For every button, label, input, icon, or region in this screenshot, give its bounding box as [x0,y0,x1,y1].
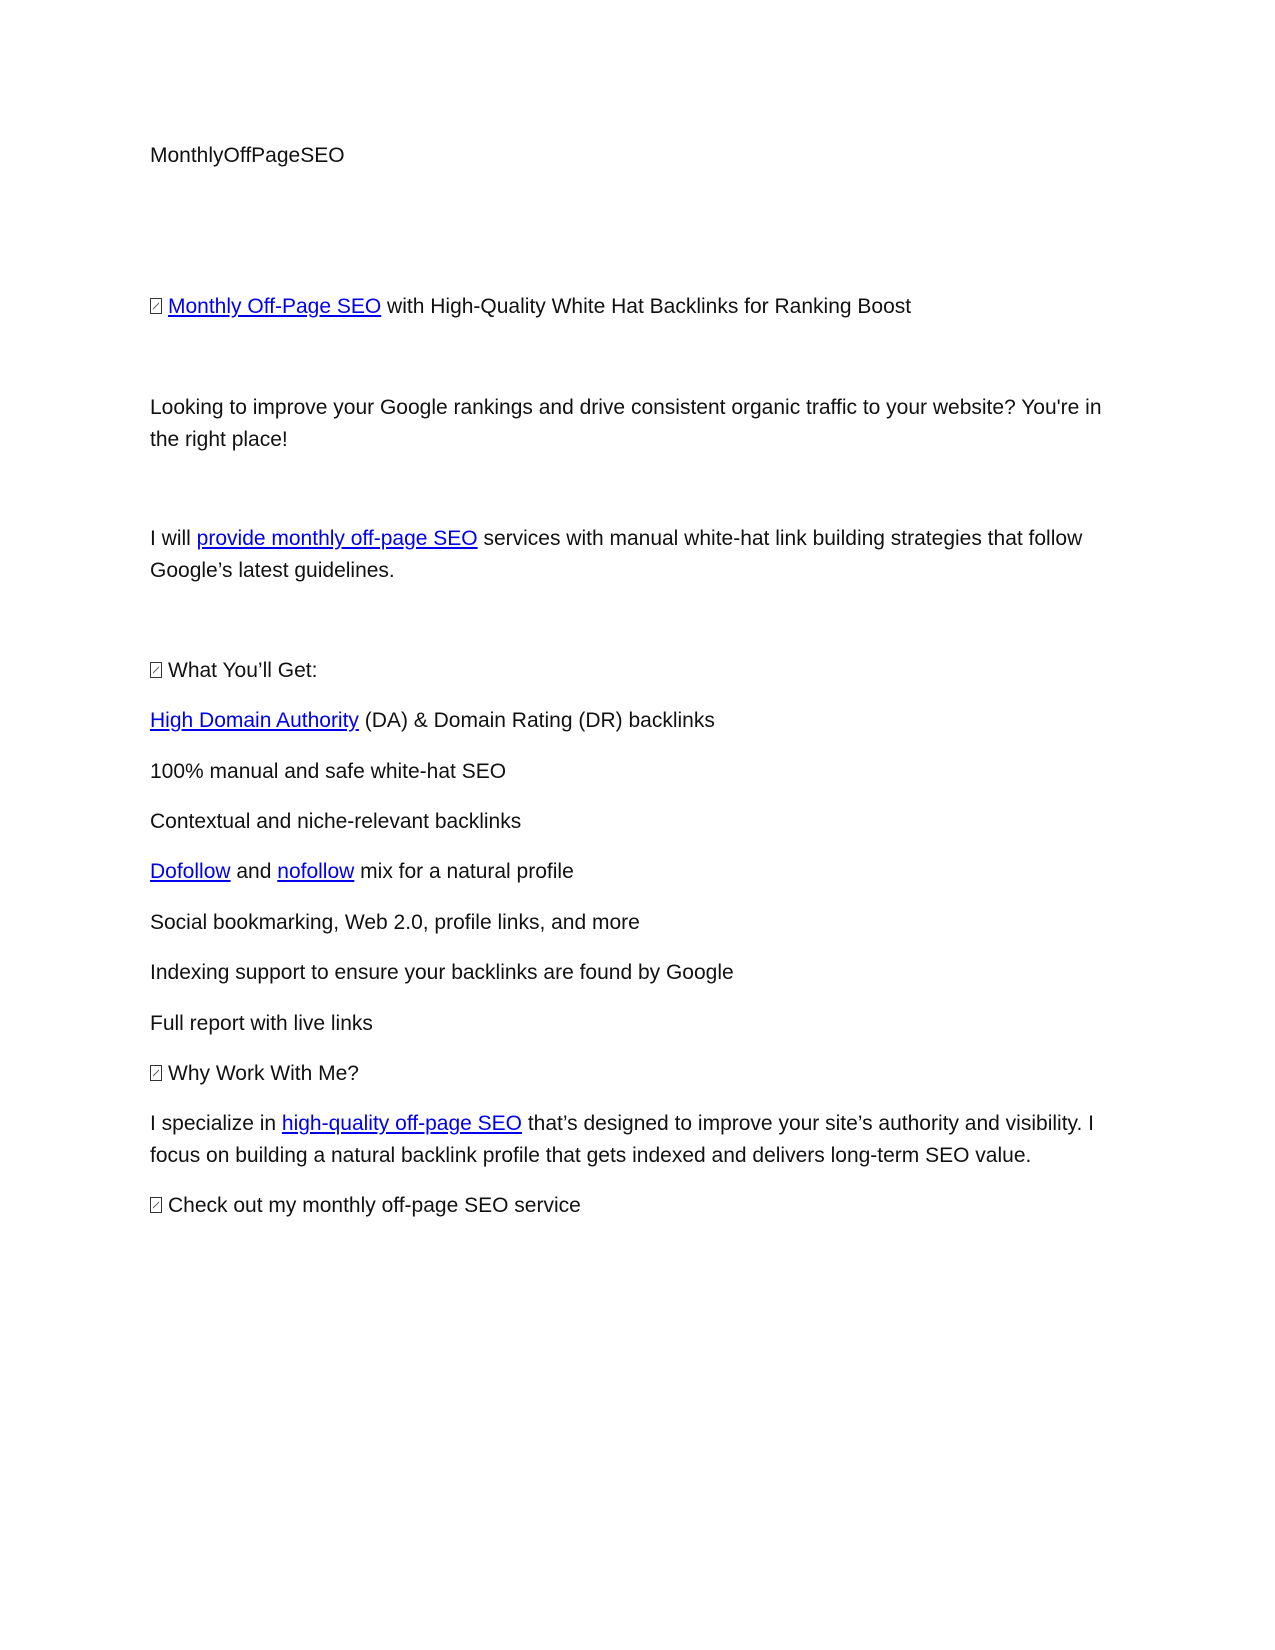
provide-paragraph [150,523,1120,587]
what-you-get-text: What You’ll Get: [168,659,318,682]
document-title [150,140,1120,172]
high-quality-off-page-seo-link[interactable]: high-quality off-page SEO [281,1112,523,1135]
feature-item-text: Indexing support to ensure your backlinks are found by Google [150,961,734,984]
box-glyph-icon [150,1065,162,1081]
feature-item [150,806,1120,838]
nofollow-link[interactable]: nofollow [277,860,355,883]
feature-item-text: (DA) & Domain Rating (DR) backlinks [358,709,715,732]
feature-item-text: Contextual and niche-relevant backlinks [150,810,522,833]
box-glyph-icon [150,1197,162,1213]
feature-item [150,1008,1120,1040]
specialize-post-text: that’s designed to improve your site’s authority and visibility. I focus on building a natural backlink profile that gets indexed and delivers long-term SEO value. [150,1112,1094,1167]
specialize-pre-text: I specialize in [150,1112,282,1135]
feature-item-text: mix for a natural profile [354,860,574,883]
cta-text: Check out my monthly off-page SEO service [168,1194,581,1217]
provide-post-text: services with manual white-hat link building strategies that follow Google’s latest guidelines. [150,527,1083,582]
what-you-get-heading [150,655,1120,687]
feature-item [150,856,1120,888]
feature-item [150,705,1120,737]
feature-item [150,756,1120,788]
headline-text: with High-Quality White Hat Backlinks for Ranking Boost [381,295,912,318]
intro-paragraph [150,392,1120,456]
dofollow-link[interactable]: Dofollow [150,860,231,883]
provide-pre-text: I will [150,527,197,550]
high-domain-authority-link[interactable]: High Domain Authority [150,709,359,732]
intro-text: Looking to improve your Google rankings and drive consistent organic traffic to your website? You're in the right place! [150,396,1102,451]
feature-item-text: 100% manual and safe white-hat SEO [150,760,507,783]
cta-line [150,1190,1120,1222]
box-glyph-icon [150,662,162,678]
provide-monthly-off-page-seo-link[interactable]: provide monthly off-page SEO [196,527,478,550]
why-work-with-me-heading [150,1058,1120,1090]
feature-item-text: Full report with live links [150,1012,373,1035]
why-work-with-me-text: Why Work With Me? [168,1062,359,1085]
feature-item-text: Social bookmarking, Web 2.0, profile links, and more [150,911,640,934]
box-glyph-icon [150,298,162,314]
feature-item [150,907,1120,939]
feature-item-text: and [230,860,278,883]
document-title-text: MonthlyOffPageSEO [150,144,345,167]
feature-item [150,957,1120,989]
specialize-paragraph [150,1108,1120,1172]
headline [150,291,1120,323]
monthly-off-page-seo-link[interactable]: Monthly Off-Page SEO [168,295,382,318]
